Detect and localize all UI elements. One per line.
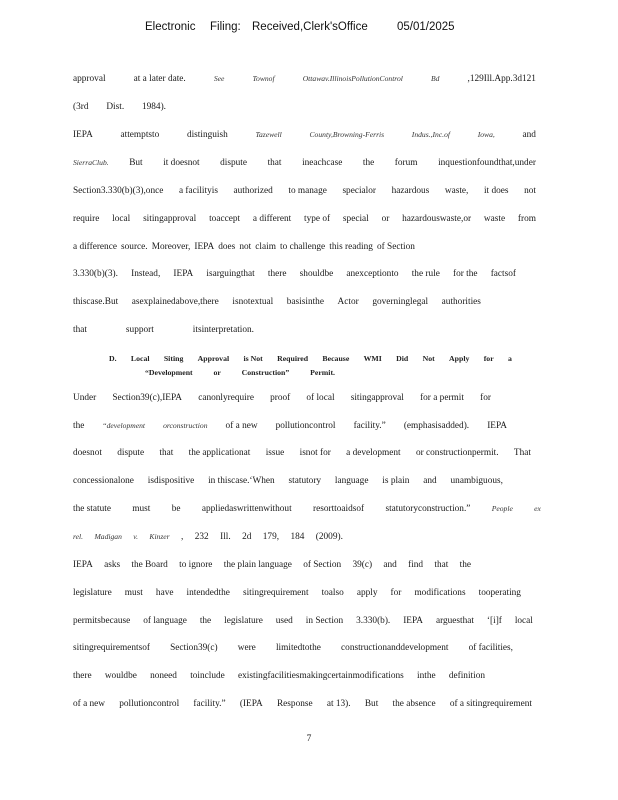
word: Actor xyxy=(337,297,359,307)
word: the xyxy=(199,616,212,626)
word: Kinzer xyxy=(149,532,170,541)
word: distinguish xyxy=(186,130,228,140)
word: 184 xyxy=(290,532,305,542)
word: for xyxy=(480,393,491,403)
word: of local xyxy=(306,393,335,403)
subheading-word: Not xyxy=(422,354,435,363)
word: (IEPA xyxy=(239,699,263,709)
word: and xyxy=(383,560,397,570)
word: waste, xyxy=(444,186,469,196)
word: type of xyxy=(304,214,331,224)
word: IEPA xyxy=(194,242,215,252)
word: noneed xyxy=(150,671,177,681)
word: sitingrequirementsof xyxy=(73,643,150,653)
word: 1984). xyxy=(141,102,166,112)
text-line xyxy=(73,558,471,572)
word: (2009). xyxy=(315,532,343,542)
text-line xyxy=(73,323,254,337)
word: toaccept xyxy=(209,214,241,224)
word: pollutioncontrol xyxy=(275,421,336,431)
word: this reading xyxy=(329,242,373,252)
word: (emphasisadded). xyxy=(403,421,470,431)
word: constructionanddevelopment xyxy=(341,643,449,653)
subheading-word: Permit. xyxy=(310,368,335,377)
word: to challenge xyxy=(280,242,326,252)
word: sitingapproval xyxy=(143,214,197,224)
word: specialor xyxy=(342,186,376,196)
subheading-word: Apply xyxy=(449,354,470,363)
word: used xyxy=(275,616,293,626)
word: factsof xyxy=(490,269,516,279)
word: orconstruction xyxy=(163,421,208,430)
word: statutory xyxy=(288,476,322,486)
header-electronic: Electronic xyxy=(145,21,196,33)
word: waste xyxy=(483,214,506,224)
word: require xyxy=(73,214,100,224)
word: Townof xyxy=(252,74,275,83)
word: IEPA xyxy=(173,269,194,279)
word: ,129Ill.App.3d121 xyxy=(467,74,536,84)
word: isnotextual xyxy=(232,297,274,307)
word: pollutioncontrol xyxy=(119,699,180,709)
word: toalso xyxy=(321,588,344,598)
word: the absence xyxy=(392,699,436,709)
word: tooperating xyxy=(478,588,521,598)
word: apply xyxy=(356,588,378,598)
word: the Board xyxy=(131,560,168,570)
word: asexplainedabove,there xyxy=(131,297,219,307)
word: isdispositive xyxy=(147,476,195,486)
word: ex xyxy=(534,504,541,513)
word: thiscase.But xyxy=(73,297,119,307)
word: Ottawav.IllinoisPollutionControl xyxy=(302,74,403,83)
word: SierraClub. xyxy=(73,158,109,167)
word: a facilityis xyxy=(178,186,218,196)
word: 3.330(b). xyxy=(356,616,391,626)
word: People xyxy=(491,504,513,513)
page-number: 7 xyxy=(306,734,312,744)
word: appliedaswrittenwithout xyxy=(201,504,292,514)
word: legislature xyxy=(73,588,112,598)
word: local xyxy=(514,616,533,626)
word: sitingrequirement xyxy=(242,588,309,598)
word: at a later date. xyxy=(133,74,186,84)
word: governinglegal xyxy=(372,297,429,307)
text-line xyxy=(73,419,507,433)
text-line xyxy=(73,267,516,281)
word: doesnot xyxy=(73,448,102,458)
word: that xyxy=(73,325,87,335)
text-line xyxy=(73,586,521,600)
word: must xyxy=(124,588,143,598)
word: proof xyxy=(270,393,291,403)
text-line xyxy=(73,391,491,405)
word: the xyxy=(73,421,85,431)
text-line xyxy=(73,502,541,516)
word: a difference xyxy=(73,242,117,252)
word: 179, xyxy=(262,532,280,542)
word: existingfacilitiesmakingcertainmodifications xyxy=(238,671,404,681)
subheading-word: for xyxy=(483,354,494,363)
word: attemptsto xyxy=(120,130,160,140)
word: at 13). xyxy=(326,699,351,709)
word: to ignore xyxy=(179,560,213,570)
word: of a new xyxy=(225,421,258,431)
word: Instead, xyxy=(131,269,161,279)
text-line xyxy=(73,614,533,628)
subheading-word: Approval xyxy=(197,354,230,363)
word: basisinthe xyxy=(286,297,324,307)
word: That xyxy=(513,448,531,458)
text-line xyxy=(73,669,485,683)
word: approval xyxy=(73,74,106,84)
word: issue xyxy=(265,448,285,458)
word: But xyxy=(364,699,379,709)
word: that xyxy=(267,158,282,168)
word: have xyxy=(155,588,174,598)
word: isarguingthat xyxy=(206,269,255,279)
subheading-word: Local xyxy=(130,354,150,363)
subheading-word: Siting xyxy=(163,354,184,363)
text-line xyxy=(73,641,513,655)
word: resorttoaidsof xyxy=(313,504,365,514)
word: a development xyxy=(346,448,401,458)
word: IEPA xyxy=(73,130,93,140)
word: rel. xyxy=(73,532,84,541)
word: asks xyxy=(104,560,121,570)
word: ineachcase xyxy=(302,158,343,168)
subheading-word: a xyxy=(507,354,512,363)
word: (3rd xyxy=(73,102,89,112)
word: source. xyxy=(121,242,148,252)
word: it does xyxy=(483,186,509,196)
word: concessionalone xyxy=(73,476,134,486)
word: Madigan xyxy=(94,532,122,541)
word: facility.” xyxy=(193,699,226,709)
word: IEPA xyxy=(403,616,423,626)
word: legislature xyxy=(224,616,263,626)
word: local xyxy=(112,214,131,224)
word: the plain language xyxy=(223,560,292,570)
word: Response xyxy=(276,699,313,709)
word: anexceptionto xyxy=(346,269,399,279)
word: modifications xyxy=(414,588,466,598)
subheading-word: “Development xyxy=(145,368,193,377)
text-line xyxy=(73,212,536,226)
word: arguesthat xyxy=(435,616,474,626)
word: isnot for xyxy=(299,448,331,458)
text-line xyxy=(73,100,166,114)
word: be xyxy=(171,504,181,514)
word: sitingapproval xyxy=(350,393,404,403)
word: v. xyxy=(133,532,138,541)
filing-header xyxy=(0,21,618,37)
word: must xyxy=(132,504,151,514)
word: of a new xyxy=(73,699,106,709)
word: inthe xyxy=(417,671,436,681)
word: IEPA xyxy=(487,421,507,431)
word: “development xyxy=(102,421,146,430)
text-line xyxy=(73,530,343,544)
word: find xyxy=(408,560,424,570)
word: or constructionpermit. xyxy=(415,448,499,458)
word: dispute xyxy=(220,158,248,168)
text-line xyxy=(73,72,536,86)
word: of Section xyxy=(303,560,342,570)
word: But xyxy=(129,158,143,168)
word: itsinterpretation. xyxy=(192,325,254,335)
word: in thiscase.‘When xyxy=(208,476,275,486)
word: shouldbe xyxy=(299,269,334,279)
word: Ill. xyxy=(220,532,231,542)
subheading-word: is Not xyxy=(243,354,263,363)
subheading-word: Did xyxy=(396,354,409,363)
word: is plain xyxy=(382,476,410,486)
text-line xyxy=(73,295,481,309)
word: authorities xyxy=(441,297,481,307)
word: unambiguous, xyxy=(450,476,503,486)
header-date: 05/01/2025 xyxy=(397,21,455,33)
word: 232 xyxy=(194,532,209,542)
header-filing: Filing: xyxy=(210,21,241,33)
word: special xyxy=(342,214,369,224)
text-line xyxy=(73,156,536,170)
subheading-word: WMI xyxy=(363,354,382,363)
word: of facilities, xyxy=(468,643,513,653)
subheading-row-1 xyxy=(109,353,512,364)
word: facility.” xyxy=(353,421,386,431)
word: County,Browning-Ferris xyxy=(309,130,385,139)
text-line xyxy=(73,240,415,254)
subheading-word: or xyxy=(213,368,221,377)
word: for a permit xyxy=(420,393,464,403)
word: IEPA xyxy=(73,560,93,570)
word: definition xyxy=(448,671,485,681)
word: for xyxy=(390,588,402,598)
word: from xyxy=(517,214,536,224)
word: the statute xyxy=(73,504,111,514)
word: Section39(c),IEPA xyxy=(112,393,183,403)
word: the xyxy=(459,560,471,570)
word: Iowa, xyxy=(477,130,495,139)
word: that xyxy=(159,448,174,458)
word: in Section xyxy=(305,616,344,626)
text-line xyxy=(73,697,532,711)
word: forum xyxy=(394,158,418,168)
word: it doesnot xyxy=(163,158,200,168)
text-line xyxy=(73,184,536,198)
header-received: Received,Clerk'sOffice xyxy=(252,21,368,33)
word: 3.330(b)(3). xyxy=(73,269,118,279)
text-line xyxy=(73,474,503,488)
word: a different xyxy=(252,214,292,224)
word: wouldbe xyxy=(104,671,137,681)
word: Indus.,Inc.of xyxy=(411,130,450,139)
word: the rule xyxy=(411,269,440,279)
word: language xyxy=(334,476,369,486)
word: hazardous xyxy=(391,186,430,196)
word: 2d xyxy=(242,532,252,542)
word: Under xyxy=(73,393,97,403)
word: not xyxy=(524,186,536,196)
word: Dist. xyxy=(106,102,125,112)
word: the xyxy=(362,158,375,168)
word: Section3.330(b)(3),once xyxy=(73,186,164,196)
word: of Section xyxy=(376,242,415,252)
subheading-row-2 xyxy=(145,367,335,378)
word: Tazewell xyxy=(255,130,282,139)
word: not xyxy=(239,242,252,252)
word: hazardouswaste,or xyxy=(402,214,472,224)
word: for the xyxy=(453,269,478,279)
word: of a sitingrequirement xyxy=(449,699,532,709)
word: Moreover, xyxy=(151,242,191,252)
subheading-word: Because xyxy=(322,354,350,363)
word: permitsbecause xyxy=(73,616,131,626)
word: inquestionfoundthat,under xyxy=(438,158,536,168)
subheading-word: D. xyxy=(109,354,117,363)
word: were xyxy=(237,643,256,653)
word: that xyxy=(434,560,449,570)
word: Bd xyxy=(430,74,440,83)
word: there xyxy=(267,269,287,279)
word: dispute xyxy=(117,448,145,458)
word: authorized xyxy=(233,186,273,196)
text-line xyxy=(73,128,536,142)
subheading-word: Required xyxy=(277,354,309,363)
word: support xyxy=(125,325,154,335)
word: canonlyrequire xyxy=(198,393,254,403)
word: statutoryconstruction.” xyxy=(385,504,471,514)
word: claim xyxy=(255,242,276,252)
word: and xyxy=(522,130,536,140)
word: , xyxy=(181,532,184,542)
word: toinclude xyxy=(190,671,225,681)
word: intendedthe xyxy=(186,588,230,598)
text-line xyxy=(73,446,531,460)
word: 39(c) xyxy=(352,560,373,570)
word: limitedtothe xyxy=(275,643,321,653)
word: Section39(c) xyxy=(170,643,218,653)
word: of language xyxy=(143,616,187,626)
word: ‘[i]f xyxy=(486,616,502,626)
subheading-word: Construction” xyxy=(241,368,290,377)
word: or xyxy=(381,214,390,224)
word: and xyxy=(423,476,437,486)
word: to manage xyxy=(288,186,327,196)
word: there xyxy=(73,671,92,681)
word: the applicationat xyxy=(188,448,251,458)
word: does xyxy=(218,242,236,252)
word: See xyxy=(213,74,225,83)
